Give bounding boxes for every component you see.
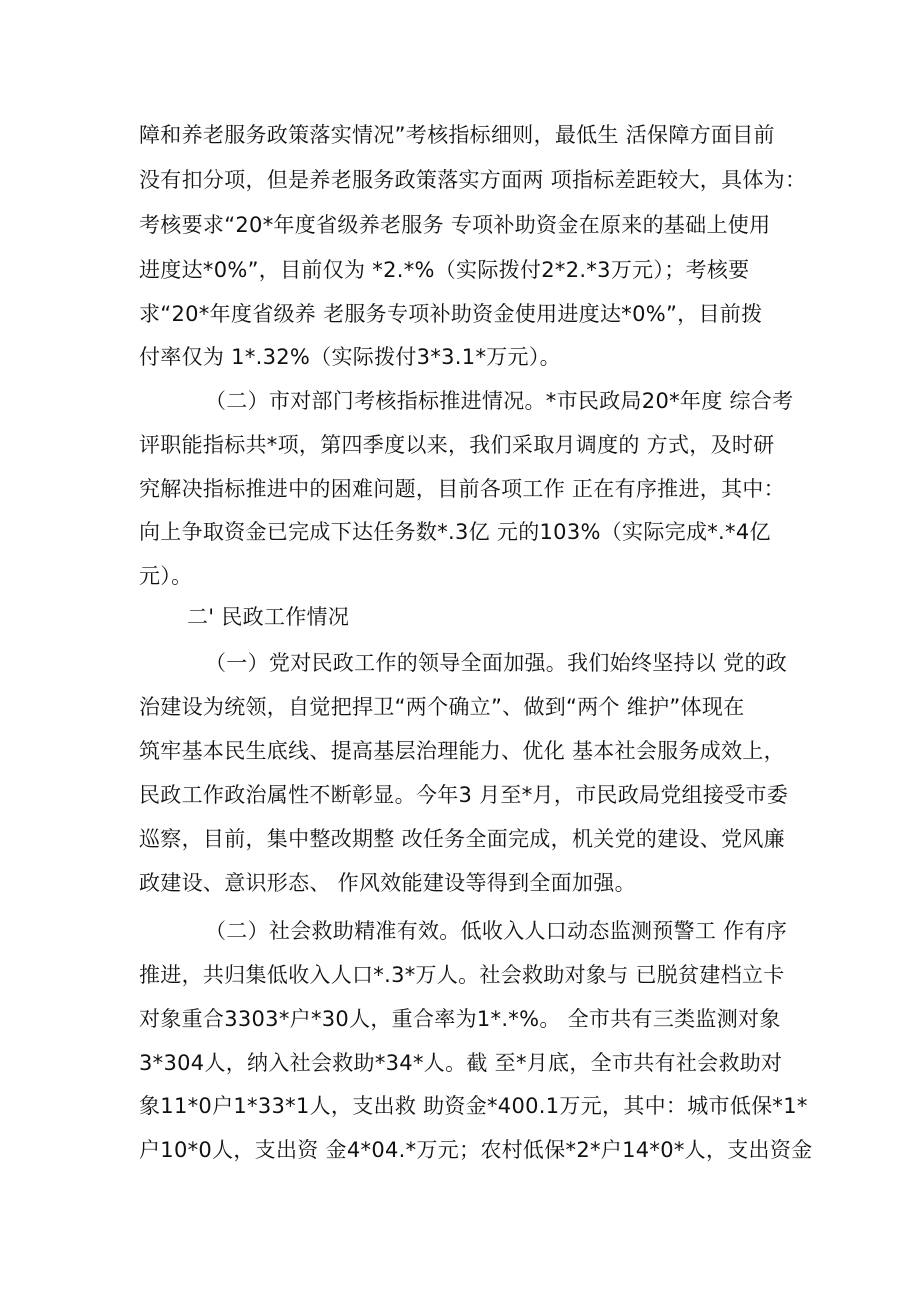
paragraph-start-line: （二）社会救助精准有效。低收入人口动态监测预警工 作有序: [205, 919, 788, 943]
text-line: 付率仅为 1*.32%（实际拨付3*3.1*万元）。: [139, 345, 561, 369]
text-line: 3*304人，纳入社会救助*34*人。截 至*月底，全市共有社会救助对: [139, 1051, 783, 1075]
text-line: 向上争取资金已完成下达任务数*.3亿 元的103%（实际完成*.*4亿: [139, 520, 771, 544]
paragraph-start-line: （二）市对部门考核指标推进情况。*市民政局20*年度 综合考: [205, 389, 794, 413]
text-line: 象11*0户1*33*1人，支出救 助资金*400.1万元，其中：城市低保*1*: [139, 1094, 808, 1118]
text-line: 民政工作政治属性不断彰显。今年3 月至*月，市民政局党组接受市委: [139, 783, 789, 807]
text-line: 对象重合3303*户*30人，重合率为1*.*%。 全市共有三类监测对象: [139, 1007, 781, 1031]
text-line: 障和养老服务政策落实情况”考核指标细则，最低生 活保障方面目前: [139, 123, 775, 147]
text-line: 评职能指标共*项，第四季度以来，我们采取月调度的 方式，及时研: [139, 433, 775, 457]
section-heading: 二' 民政工作情况: [187, 605, 350, 629]
text-line: 没有扣分项，但是养老服务政策落实方面两 项指标差距较大，具体为：: [139, 168, 807, 192]
text-line: 究解决指标推进中的困难问题，目前各项工作 正在有序推进，其中：: [139, 477, 785, 501]
text-line: 治建设为统领，自觉把捍卫“两个确立”、做到“两个 维护”体现在: [139, 695, 745, 719]
text-line: 进度达*0%”，目前仅为 *2.*%（实际拨付2*2.*3万元）；考核要: [139, 258, 750, 282]
text-line: 考核要求“20*年度省级养老服务 专项补助资金在原来的基础上使用: [139, 213, 771, 237]
text-line: 筑牢基本民生底线、提高基层治理能力、优化 基本社会服务成效上，: [139, 739, 785, 763]
text-line: 推进，共归集低收入人口*.3*万人。社会救助对象与 已脱贫建档立卡: [139, 963, 785, 987]
text-line: 巡察，目前，集中整改期整 改任务全面完成，机关党的建设、党风廉: [139, 827, 785, 851]
text-line: 求“20*年度省级养 老服务专项补助资金使用进度达*0%”，目前拨: [139, 302, 763, 326]
text-line: 户10*0人，支出资 金4*04.*万元；农村低保*2*户14*0*人，支出资金: [139, 1138, 813, 1162]
text-line: 元）。: [139, 564, 193, 588]
paragraph-start-line: （一）党对民政工作的领导全面加强。我们始终坚持以 党的政: [205, 651, 788, 675]
text-line: 政建设、意识形态、 作风效能建设等得到全面加强。: [139, 871, 636, 895]
